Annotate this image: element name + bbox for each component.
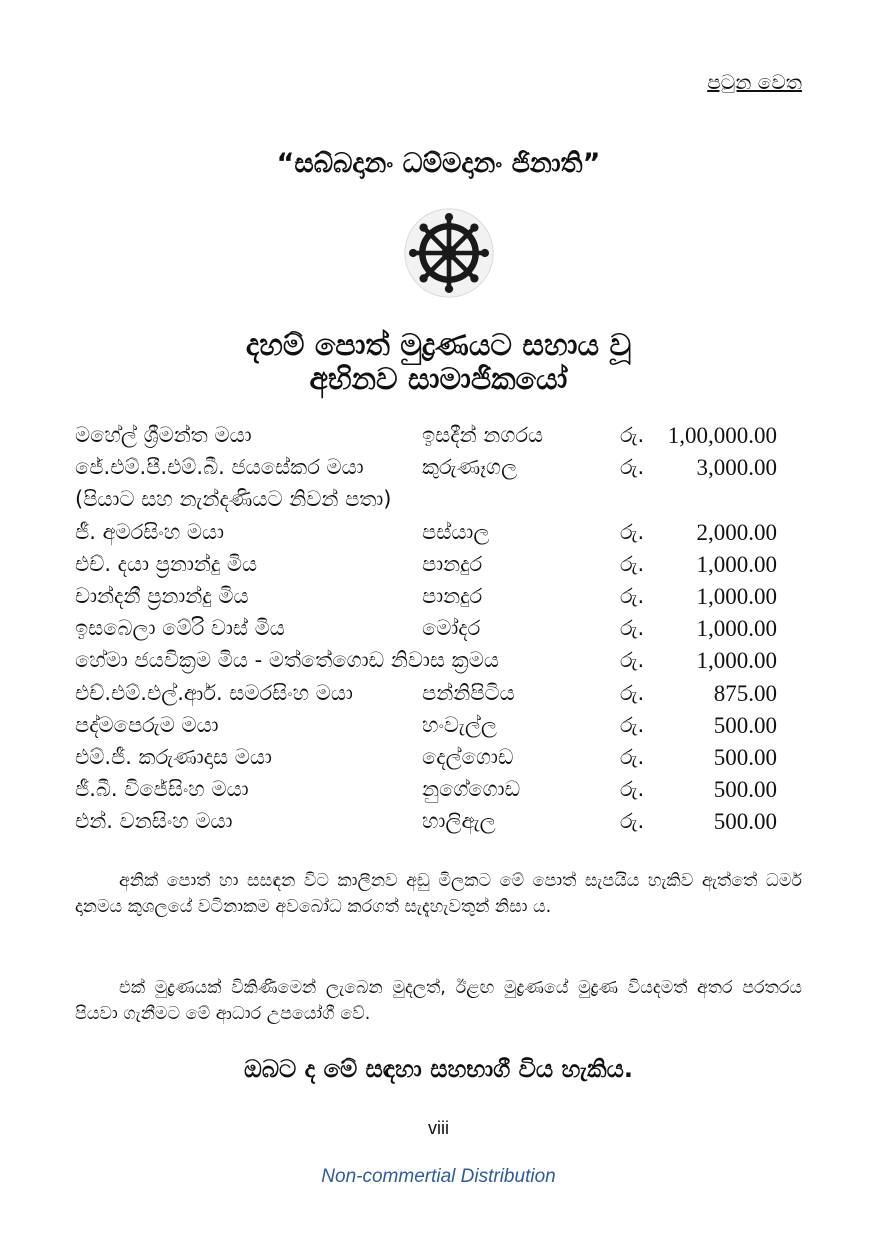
donor-name: එච්. දයා ප්‍රනාන්දු මිය bbox=[75, 551, 258, 576]
currency-label: රු. bbox=[620, 648, 645, 673]
currency-label: රු. bbox=[620, 583, 645, 608]
donor-name: ජේ.එම්.පී.එම්.බී. ජයසේකර මයා bbox=[75, 455, 364, 480]
donor-row bbox=[75, 713, 805, 745]
currency-label: රු. bbox=[620, 777, 645, 802]
contents-link[interactable]: පටුන වෙත bbox=[707, 70, 802, 94]
donor-name: එන්. වනසිංහ මයා bbox=[75, 809, 233, 834]
donor-row bbox=[75, 809, 805, 841]
donor-name: පද්මපෙරුම මයා bbox=[75, 712, 219, 737]
paragraph-2: එක් මුද්‍රණයක් විකිණීමෙන් ලැබෙන මුදලත්, ඊළඟ මුද්‍රණයේ මුද්‍රණ වියදමත් අතර පරතරය පියවා ගැනීමට මේ ආධාර උපයෝගී වේ. bbox=[75, 978, 802, 1024]
donor-place: ඉසදීන් නගරය bbox=[422, 423, 544, 447]
donor-name: ජී. අමරසිංහ මයා bbox=[75, 519, 225, 544]
title-line-2: අභිනව සාමාජිකයෝ bbox=[309, 362, 568, 397]
donor-place: පානදුර bbox=[422, 551, 483, 576]
currency-label: රු. bbox=[620, 519, 645, 544]
footer-note: Non-commertial Distribution bbox=[321, 1166, 556, 1187]
donation-amount: 1,00,000.00 bbox=[667, 423, 777, 448]
donor-place: හංවැල්ල bbox=[422, 712, 497, 737]
currency-label: රු. bbox=[620, 809, 645, 834]
donation-amount: 3,000.00 bbox=[696, 455, 777, 481]
donor-name: චාන්දනී ප්‍රනාන්දු මිය bbox=[75, 583, 249, 608]
donor-place: මෝදර bbox=[422, 616, 481, 641]
donation-amount: 500.00 bbox=[713, 809, 777, 835]
donor-name: ඉසබෙලා මේරි වාස් මිය bbox=[75, 616, 285, 641]
paragraph-1: අනික් පොත් හා සසඳන විට කාලීනව අඩු මිලකට මේ පොත් සැපයිය හැකිව ඇත්තේ ධර්ම දානමය කුශලයේ වටිනාකම අවබෝධ කරගත් සැදැහැවතුන් නිසා ය. bbox=[75, 871, 802, 917]
currency-label: රු. bbox=[620, 744, 645, 769]
donor-name: එච්.එම්.එල්.ආර්. සමරසිංහ මයා bbox=[75, 680, 353, 705]
closing-line: ඔබට ද මේ සඳහා සහභාගී විය හැකිය. bbox=[244, 1055, 633, 1083]
donor-row bbox=[75, 648, 805, 680]
donor-name: හේමා ජයවික්‍රම මිය - මත්තේගොඩ නිවාස ක්‍රමය bbox=[75, 648, 499, 673]
currency-label: රු. bbox=[620, 423, 645, 447]
donation-amount: 1,000.00 bbox=[696, 616, 777, 642]
donor-name: එම්.ජී. කරුණාදාස මයා bbox=[75, 744, 272, 769]
title-line-1: දහම් පොත් මුද්‍රණයට සහාය වූ bbox=[245, 328, 632, 363]
donation-amount: 1,000.00 bbox=[696, 648, 777, 674]
pali-quote: “සබ්බදානං ධම්මදානං ජිනාති” bbox=[276, 148, 601, 179]
donor-row bbox=[75, 520, 805, 552]
donor-place: පන්නිපිටිය bbox=[422, 680, 515, 705]
currency-label: රු. bbox=[620, 680, 645, 705]
donation-amount: 1,000.00 bbox=[696, 551, 777, 577]
donation-amount: 2,000.00 bbox=[696, 519, 777, 545]
donor-name: මහේල් ශ්‍රීමන්ත මයා bbox=[75, 423, 252, 447]
donor-row bbox=[75, 616, 805, 648]
currency-label: රු. bbox=[620, 455, 645, 480]
donor-row bbox=[75, 745, 805, 777]
donor-place: නුගේගොඩ bbox=[422, 777, 521, 802]
donor-row bbox=[75, 455, 805, 487]
donor-row bbox=[75, 487, 805, 519]
donor-row bbox=[75, 584, 805, 616]
donor-name: ජී.බී. විජේසිංහ මයා bbox=[75, 777, 249, 802]
donor-row bbox=[75, 552, 805, 584]
donor-row bbox=[75, 777, 805, 809]
donation-amount: 500.00 bbox=[713, 777, 777, 803]
donation-amount: 500.00 bbox=[713, 712, 777, 738]
page-number: viii bbox=[428, 1118, 449, 1138]
currency-label: රු. bbox=[620, 551, 645, 576]
donation-amount: 500.00 bbox=[713, 744, 777, 770]
donor-place: දෙල්ගොඩ bbox=[422, 744, 514, 769]
donor-list bbox=[75, 423, 805, 841]
donor-place: පස්යාල bbox=[422, 519, 490, 544]
donor-row bbox=[75, 681, 805, 713]
donor-row bbox=[75, 423, 805, 455]
donor-place: පානදුර bbox=[422, 583, 483, 608]
donation-amount: 875.00 bbox=[713, 680, 777, 706]
currency-label: රු. bbox=[620, 712, 645, 737]
donation-amount: 1,000.00 bbox=[696, 583, 777, 609]
currency-label: රු. bbox=[620, 616, 645, 641]
donor-name: (පියාට සහ නැන්දණියට නිවන් පතා) bbox=[75, 487, 392, 512]
donor-place: කුරුණෑගල bbox=[422, 455, 518, 480]
dharma-wheel-icon bbox=[403, 207, 495, 299]
donor-place: හාලිඇල bbox=[422, 809, 496, 834]
